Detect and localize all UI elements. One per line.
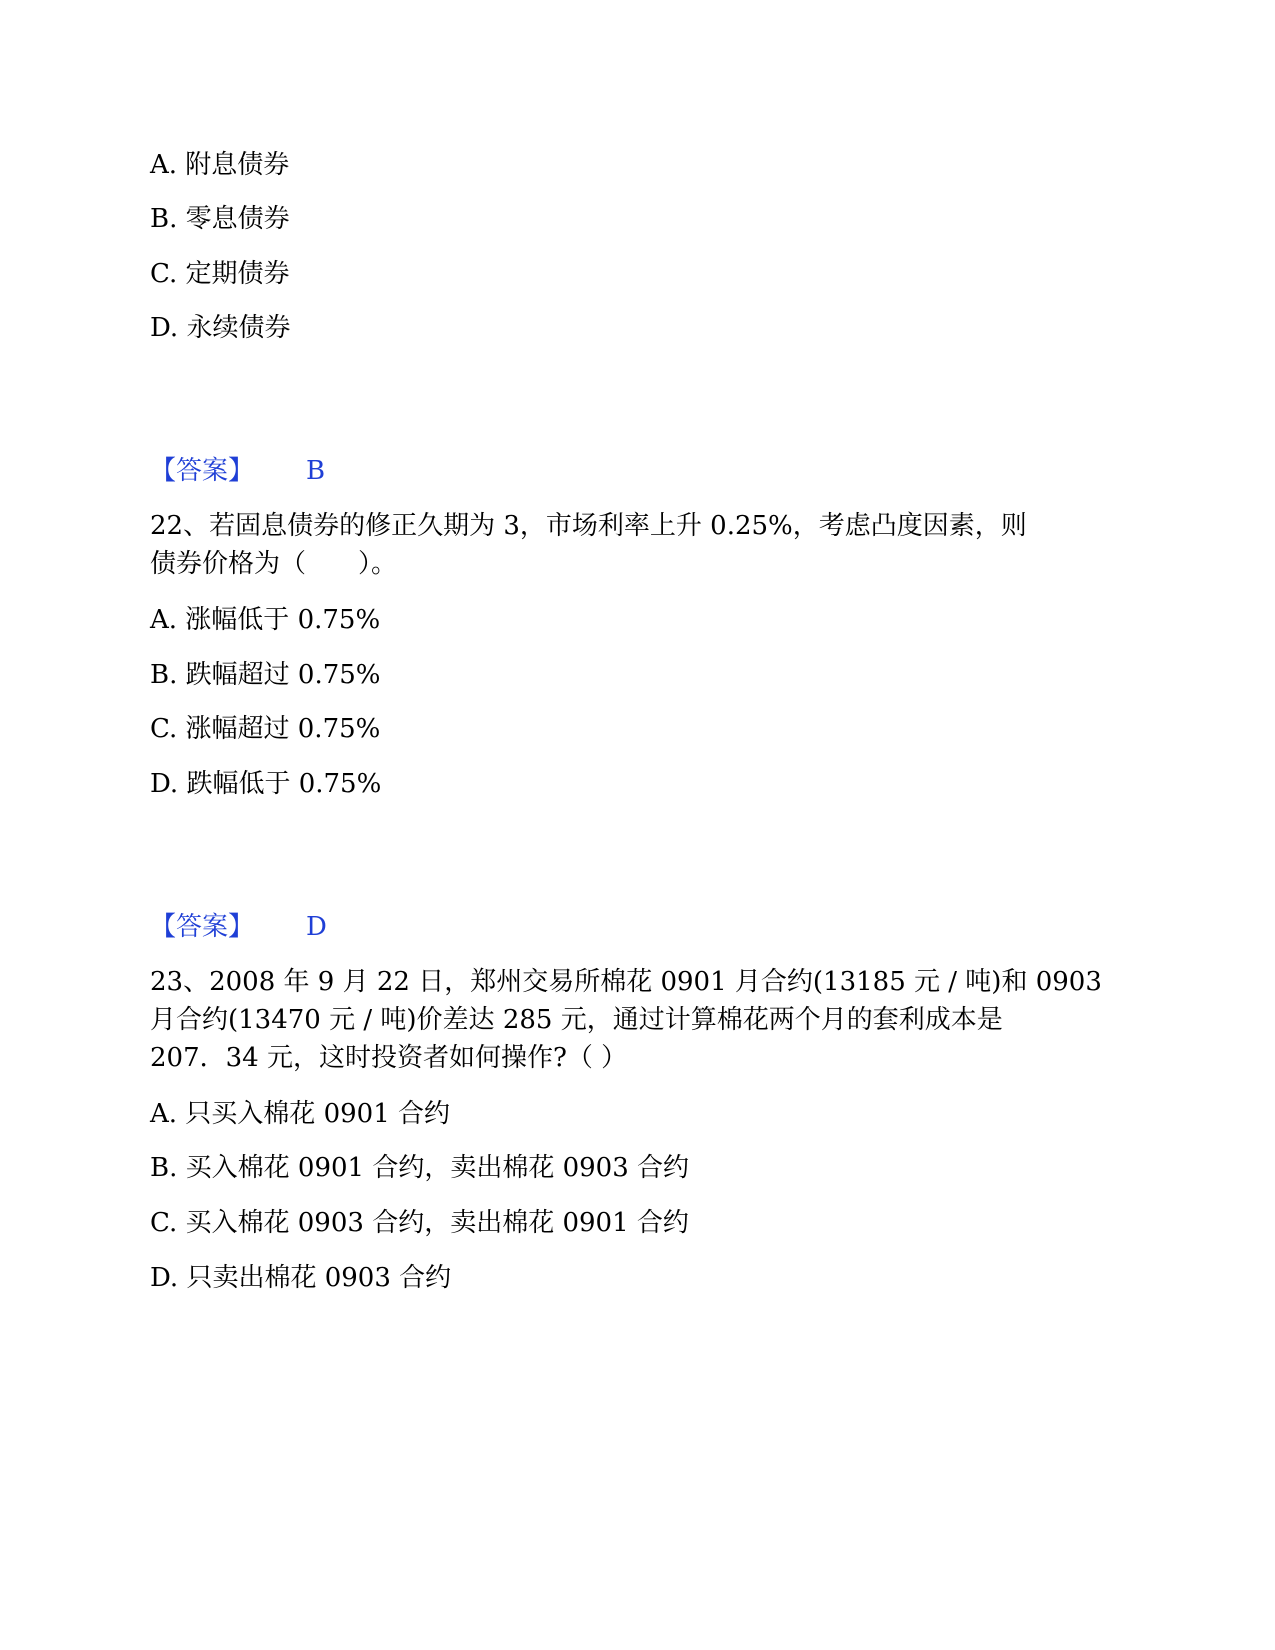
answer-21: [150, 453, 325, 489]
q23-option-c: C. 买入棉花 0903 合约，卖出棉花 0901 合约: [150, 1208, 689, 1238]
q21-option-c: C. 定期债券: [150, 259, 290, 289]
q22-option-b: B. 跌幅超过 0.75%: [150, 660, 381, 690]
q23-stem-line-2: 月合约(13470 元 / 吨)价差达 285 元，通过计算棉花两个月的套利成本是: [150, 1005, 1003, 1035]
q23-option-a: A. 只买入棉花 0901 合约: [150, 1099, 451, 1129]
q21-option-a: A. 附息债券: [150, 150, 290, 180]
q23-option-d: D. 只卖出棉花 0903 合约: [150, 1263, 452, 1293]
q23-option-b: B. 买入棉花 0901 合约，卖出棉花 0903 合约: [150, 1153, 690, 1183]
answer-value: B: [306, 456, 326, 486]
q22-option-c: C. 涨幅超过 0.75%: [150, 714, 381, 744]
q23-stem-line-3: 207．34 元，这时投资者如何操作?（ ）: [150, 1043, 628, 1073]
q22-option-a: A. 涨幅低于 0.75%: [150, 605, 381, 635]
answer-label: 【答案】: [150, 912, 255, 942]
answer-value: D: [306, 912, 327, 942]
q22-stem-line-2: 债券价格为（ ）。: [150, 549, 398, 579]
q22-option-d: D. 跌幅低于 0.75%: [150, 769, 382, 799]
q21-option-b: B. 零息债券: [150, 204, 290, 234]
answer-22: [150, 909, 327, 945]
q22-stem-line-1: 22、若固息债券的修正久期为 3，市场利率上升 0.25%，考虑凸度因素，则: [150, 511, 1027, 541]
q23-stem-line-1: 23、2008 年 9 月 22 日，郑州交易所棉花 0901 月合约(13185 元 / 吨)和 0903: [150, 967, 1102, 997]
q21-option-d: D. 永续债券: [150, 313, 291, 343]
answer-label: 【答案】: [150, 456, 255, 486]
